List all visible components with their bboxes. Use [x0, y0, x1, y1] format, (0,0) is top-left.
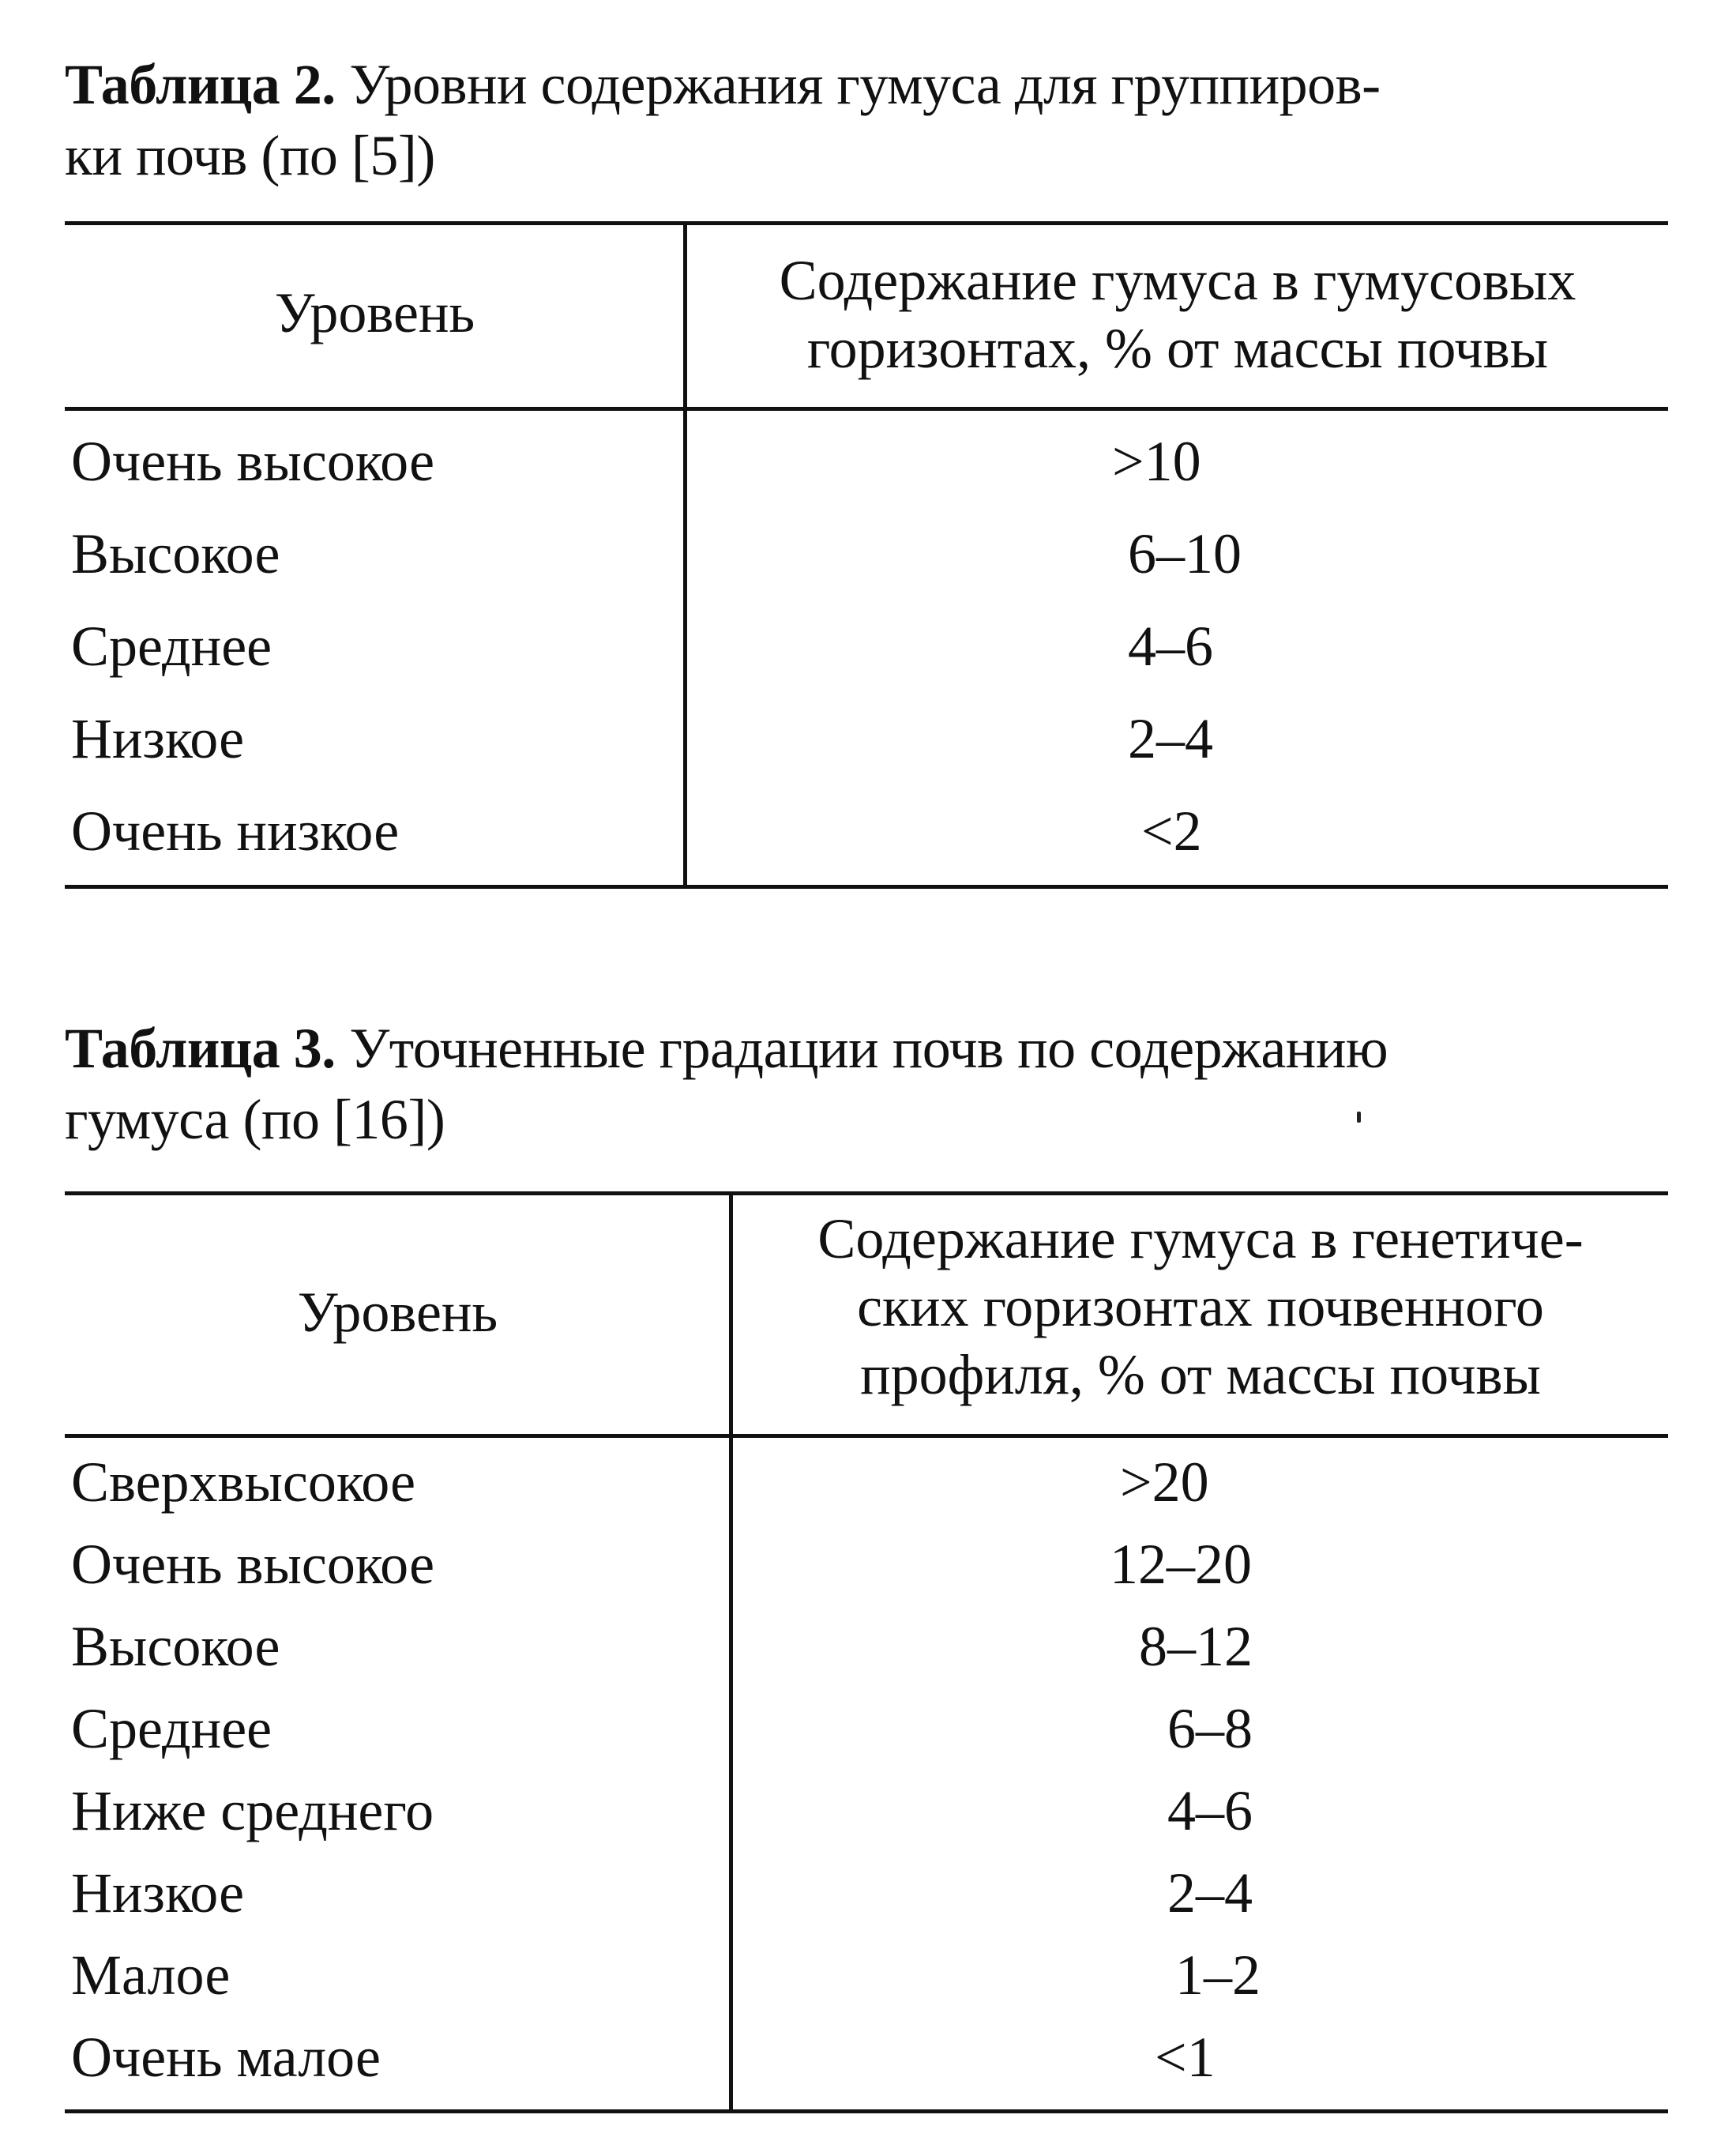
table3-label: Таблица 3.: [65, 1017, 336, 1080]
table2-label: Таблица 2.: [65, 53, 336, 116]
table2-row-3-level: Среднее: [71, 615, 272, 678]
table2-row-2-value: 6–10: [1128, 522, 1242, 585]
table3-title-line2: гумуса (по [16]): [65, 1088, 445, 1151]
table3-row-6-level: Низкое: [71, 1861, 245, 1925]
scan-speck: [1357, 1112, 1361, 1123]
table3-header-content-line2: ских горизонтах почвенного: [857, 1275, 1544, 1338]
table3-row-7-value: 1–2: [1175, 1943, 1261, 2007]
table3-header-content: [733, 1205, 1668, 1409]
table3-bottom-rule: [65, 2109, 1668, 2113]
table3-row-1-value: >20: [1120, 1451, 1209, 1514]
table2-row-5-level: Очень низкое: [71, 800, 400, 863]
table3-row-1-level: Сверхвысокое: [71, 1451, 416, 1514]
table3-header-rule: [65, 1434, 1668, 1438]
table2-row-5-value: <2: [1141, 800, 1202, 863]
table2-title-line2: ки почв (по [5]): [65, 124, 435, 187]
table2-header-content-line2: горизонтах, % от массы почвы: [806, 317, 1549, 380]
table3-row-7-level: Малое: [71, 1943, 231, 2007]
table2-header-content-line1: Содержание гумуса в гумусовых: [779, 249, 1576, 312]
table2-header-level: Уровень: [274, 281, 475, 344]
table2-header-rule: [65, 407, 1668, 411]
table3-row-2-level: Очень высокое: [71, 1533, 435, 1596]
table3-row-2-value: 12–20: [1110, 1533, 1252, 1596]
table2-bottom-rule: [65, 885, 1668, 889]
table2-row-1-level: Очень высокое: [71, 430, 435, 493]
table3-row-3-value: 8–12: [1139, 1615, 1253, 1678]
table3-row-4-level: Среднее: [71, 1697, 272, 1760]
table2-top-rule: [65, 221, 1668, 225]
table2-row-3-value: 4–6: [1128, 615, 1213, 678]
table2-header-content: [687, 246, 1668, 382]
table2-caption: [65, 49, 1668, 191]
table3-row-6-value: 2–4: [1167, 1861, 1253, 1925]
table3-row-8-level: Очень малое: [71, 2026, 381, 2089]
table2-row-1-value: >10: [1112, 430, 1201, 493]
table3-row-5-value: 4–6: [1167, 1779, 1253, 1842]
table2-row-2-level: Высокое: [71, 522, 280, 585]
table3-title-line1: Уточненные градации почв по содержанию: [349, 1017, 1388, 1080]
table3-row-4-value: 6–8: [1167, 1697, 1253, 1760]
table3-caption: [65, 1013, 1668, 1155]
table3-header-level: Уровень: [297, 1281, 498, 1344]
table2-title-line1: Уровни содержания гумуса для группиров-: [349, 53, 1381, 116]
table3-header-content-line3: профиля, % от массы почвы: [860, 1343, 1541, 1406]
table3-row-5-level: Ниже среднего: [71, 1779, 434, 1842]
table3-row-3-level: Высокое: [71, 1615, 280, 1678]
table2-row-4-level: Низкое: [71, 707, 245, 770]
table3-header-content-line1: Содержание гумуса в генетиче-: [817, 1207, 1584, 1270]
table3-top-rule: [65, 1191, 1668, 1195]
table3-row-8-value: <1: [1155, 2026, 1216, 2089]
table2-row-4-value: 2–4: [1128, 707, 1213, 770]
